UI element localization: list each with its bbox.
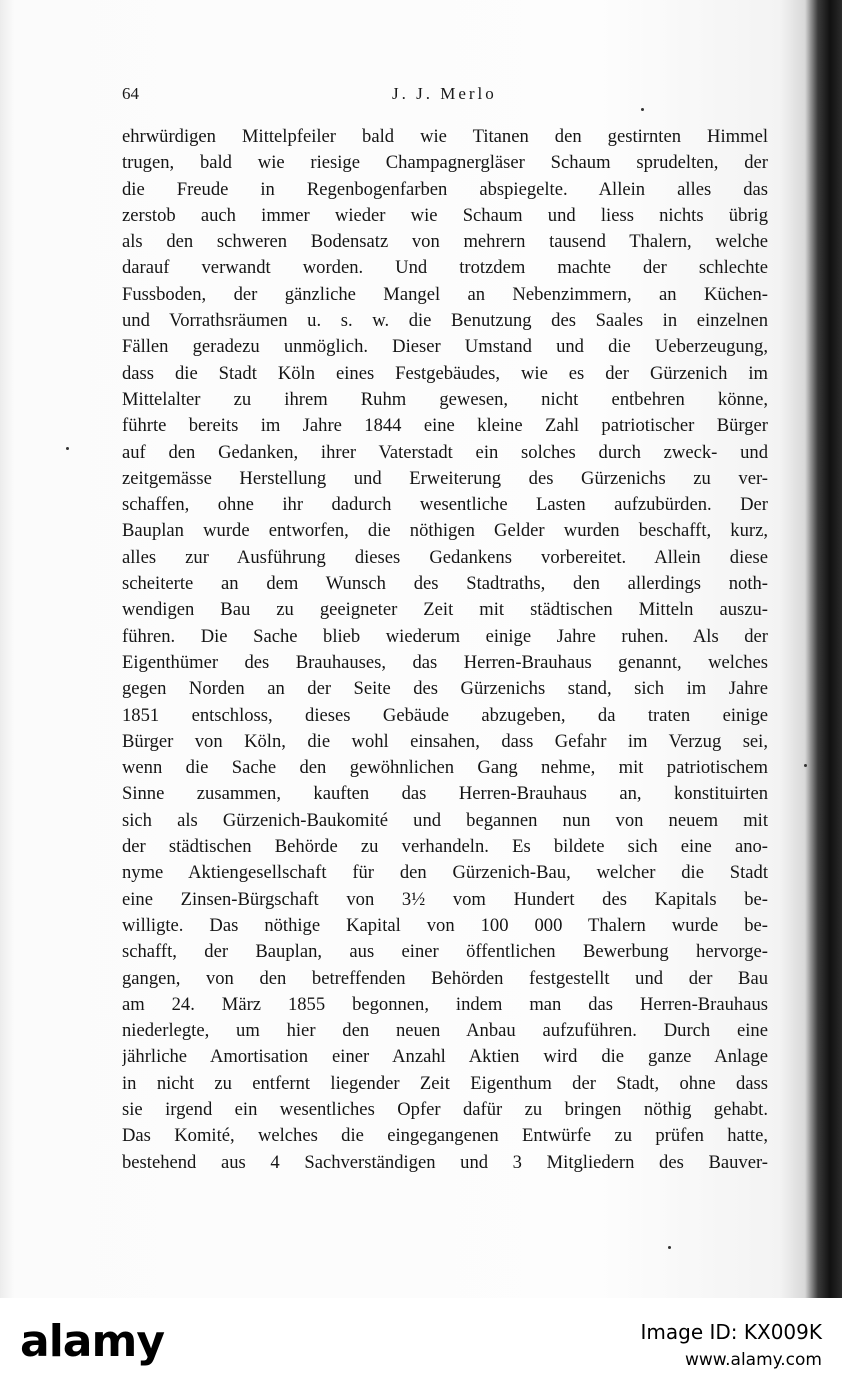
print-speck	[641, 108, 644, 111]
print-speck	[66, 447, 69, 450]
image-id: Image ID: KX009K	[640, 1320, 822, 1344]
text-line: sich als Gürzenich-Baukomité und begannen nun von neuem mit	[122, 809, 768, 831]
text-line: nyme Aktiengesellschaft für den Gürzenich-Bau, welcher die Stadt	[122, 862, 768, 884]
text-line: Mittelalter zu ihrem Ruhm gewesen, nicht entbehren könne,	[122, 388, 768, 410]
text-line: zeitgemässe Herstellung und Erweiterung des Gürzenichs zu ver-	[122, 467, 768, 489]
text-line: schaffen, ohne ihr dadurch wesentliche Lasten aufzubürden. Der	[122, 494, 768, 516]
text-line: scheiterte an dem Wunsch des Stadtraths, den allerdings noth-	[122, 573, 768, 595]
print-speck	[668, 1246, 671, 1249]
print-speck	[804, 764, 807, 767]
text-line: führte bereits im Jahre 1844 eine kleine Zahl patriotischer Bürger	[122, 415, 768, 437]
text-line: wenn die Sache den gewöhnlichen Gang nehme, mit patriotischem	[122, 757, 768, 779]
brand-watermark: alamy	[20, 1316, 164, 1367]
stock-photo-footer	[0, 1298, 842, 1390]
text-line: gegen Norden an der Seite des Gürzenichs stand, sich im Jahre	[122, 678, 768, 700]
text-line: jährliche Amortisation einer Anzahl Aktien wird die ganze Anlage	[122, 1046, 768, 1068]
text-line: Sinne zusammen, kauften das Herren-Brauhaus an, konstituirten	[122, 783, 768, 805]
text-line: auf den Gedanken, ihrer Vaterstadt ein solches durch zweck- und	[122, 441, 768, 463]
text-line: die Freude in Regenbogenfarben abspiegelte. Allein alles das	[122, 178, 768, 200]
text-line: Fussboden, der gänzliche Mangel an Nebenzimmern, an Küchen-	[122, 283, 768, 305]
text-line: Bürger von Köln, die wohl einsahen, dass Gefahr im Verzug sei,	[122, 730, 768, 752]
body-text	[122, 124, 768, 1176]
text-line: sie irgend ein wesentliches Opfer dafür zu bringen nöthig gehabt.	[122, 1098, 768, 1120]
text-line: dass die Stadt Köln eines Festgebäudes, wie es der Gürzenich im	[122, 362, 768, 384]
text-line: eine Zinsen-Bürgschaft von 3½ vom Hundert des Kapitals be-	[122, 888, 768, 910]
page-number: 64	[122, 84, 139, 103]
text-line: zerstob auch immer wieder wie Schaum und liess nichts übrig	[122, 204, 768, 226]
text-line: Eigenthümer des Brauhauses, das Herren-Brauhaus genannt, welches	[122, 651, 768, 673]
text-line: gangen, von den betreffenden Behörden festgestellt und der Bau	[122, 967, 768, 989]
text-line: schafft, der Bauplan, aus einer öffentlichen Bewerbung hervorge-	[122, 941, 768, 963]
text-line: alles zur Ausführung dieses Gedankens vorbereitet. Allein diese	[122, 546, 768, 568]
running-head: J. J. Merlo	[392, 84, 497, 103]
text-line: trugen, bald wie riesige Champagnergläser Schaum sprudelten, der	[122, 152, 768, 174]
text-line: wendigen Bau zu geeigneter Zeit mit städtischen Mitteln auszu-	[122, 599, 768, 621]
text-line: als den schweren Bodensatz von mehrern tausend Thalern, welche	[122, 231, 768, 253]
text-line: Bauplan wurde entworfen, die nöthigen Gelder wurden beschafft, kurz,	[122, 520, 768, 542]
source-url: www.alamy.com	[684, 1350, 822, 1370]
text-line: Fällen geradezu unmöglich. Dieser Umstand und die Ueberzeugung,	[122, 336, 768, 358]
text-line: der städtischen Behörde zu verhandeln. Es bildete sich eine ano-	[122, 836, 768, 858]
text-line: darauf verwandt worden. Und trotzdem machte der schlechte	[122, 257, 768, 279]
text-line: willigte. Das nöthige Kapital von 100 000 Thalern wurde be-	[122, 914, 768, 936]
text-line: am 24. März 1855 begonnen, indem man das Herren-Brauhaus	[122, 993, 768, 1015]
text-line: und Vorrathsräumen u. s. w. die Benutzung des Saales in einzelnen	[122, 310, 768, 332]
text-line: bestehend aus 4 Sachverständigen und 3 Mitgliedern des Bauver-	[122, 1151, 768, 1173]
text-line: führen. Die Sache blieb wiederum einige Jahre ruhen. Als der	[122, 625, 768, 647]
text-line: niederlegte, um hier den neuen Anbau aufzuführen. Durch eine	[122, 1020, 768, 1042]
text-line: 1851 entschloss, dieses Gebäude abzugeben, da traten einige	[122, 704, 768, 726]
text-line: Das Komité, welches die eingegangenen Entwürfe zu prüfen hatte,	[122, 1125, 768, 1147]
text-line: ehrwürdigen Mittelpfeiler bald wie Titanen den gestirnten Himmel	[122, 126, 768, 147]
page-header	[122, 84, 768, 108]
text-line: in nicht zu entfernt liegender Zeit Eigenthum der Stadt, ohne dass	[122, 1072, 768, 1094]
